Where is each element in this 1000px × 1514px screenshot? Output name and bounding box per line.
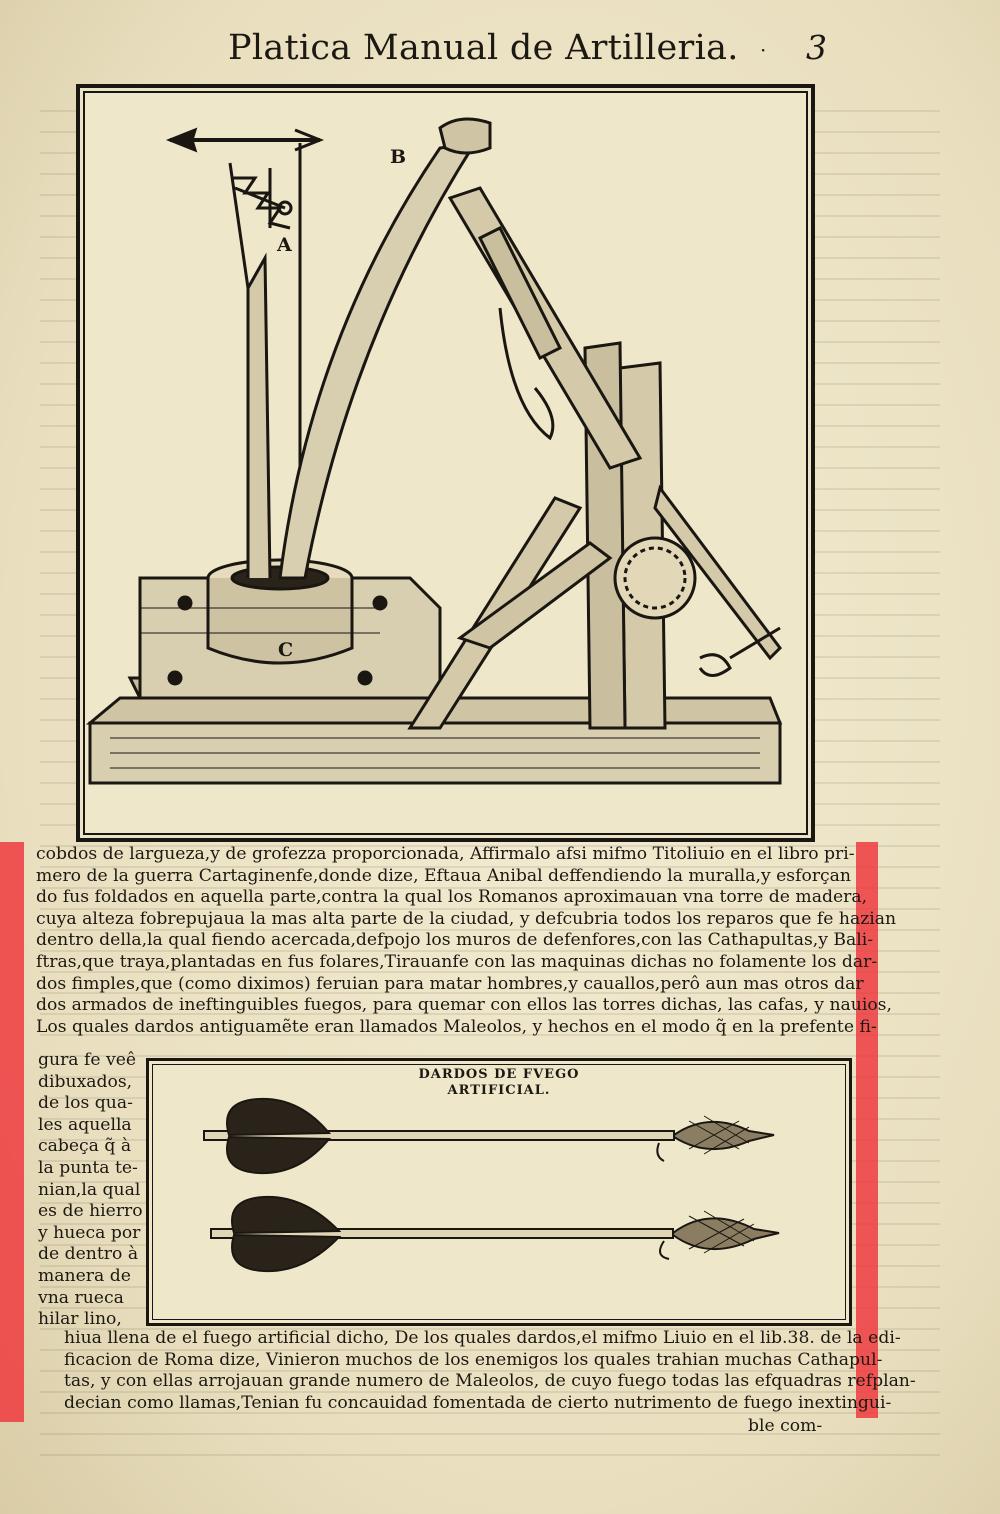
text-line: ficacion de Roma dize, Vinieron muchos de los enemigos los quales trahian muchas Cathapul- (64, 1349, 883, 1370)
side-text-column (38, 1050, 143, 1331)
figure-caption-line1: DARDOS DE FVEGO (418, 1067, 580, 1082)
fire-darts-woodcut (146, 1058, 852, 1326)
text-line: cabeça q̃ à (38, 1136, 132, 1157)
text-line: dos fimples,que (como diximos) feruian para matar hombres,y cauallos,perô aun mas otros dar (36, 973, 864, 994)
text-line: de los qua- (38, 1093, 133, 1114)
text-line: dibuxados, (38, 1071, 133, 1092)
ornament-mark: · (760, 38, 767, 62)
text-line: mero de la guerra Cartaginenfe,donde dize, Eftaua Anibal deffendiendo la muralla,y esforçan (36, 865, 851, 886)
text-line: es de hierro (38, 1201, 143, 1222)
text-line: do fus foldados en aquella parte,contra la qual los Romanos aproximauan vna torre de madera, (36, 887, 868, 908)
text-line: vna rueca (38, 1287, 124, 1308)
label-a: A (277, 234, 292, 256)
label-c: C (278, 639, 294, 661)
text-line: dos armados de ineftinguibles fuegos, para quemar con ellos las torres dichas, las cafas, y nauios, (36, 995, 892, 1016)
text-line: cuya alteza fobrepujaua la mas alta parte de la ciudad, y defcubria todos los reparos que fe hazian (36, 908, 897, 929)
text-line: dentro della,la qual fiendo acercada,defpojo los muros de defenfores,con las Cathapultas,y Bali- (36, 930, 874, 951)
paragraph-top (36, 844, 896, 1038)
text-line: ftras,que traya,plantadas en fus folares,Tirauanfe con las maquinas dichas no folamente los dar- (36, 951, 878, 972)
text-line: Los quales dardos antiguamẽte eran llamados Maleolos, y hechos en el modo q̃ en la prefente fi- (36, 1016, 877, 1037)
darts-illustration (149, 1061, 849, 1323)
text-line: les aquella (38, 1114, 132, 1135)
text-line: nian,la qual (38, 1179, 141, 1200)
text-line: la punta te- (38, 1157, 138, 1178)
text-line: manera de (38, 1265, 131, 1286)
text-line: gura fe veê (38, 1050, 137, 1070)
page-header (0, 28, 1000, 78)
paragraph-bottom (64, 1328, 916, 1414)
catapult-woodcut (76, 84, 815, 842)
text-line: hilar lino, (38, 1309, 122, 1330)
running-title: Platica Manual de Artilleria. (228, 28, 739, 68)
text-line: y hueca por (38, 1222, 141, 1243)
label-b: B (390, 146, 407, 168)
text-line: cobdos de largueza,y de grofezza proporcionada, Affirmalo afsi mifmo Titoliuio en el libro pri- (36, 844, 855, 864)
figure-caption-line2: ARTIFICIAL. (447, 1083, 551, 1098)
text-line: tas, y con ellas arrojauan grande numero de Maleolos, de cuyo fuego todas las efquadras refplan- (64, 1371, 916, 1392)
page-number: 3 (806, 28, 827, 67)
catapult-illustration (80, 88, 811, 838)
text-line: de dentro à (38, 1244, 139, 1265)
text-line: decian como llamas,Tenian fu concauidad fomentada de cierto nutrimento de fuego inextingui- (64, 1392, 892, 1413)
text-line: hiua llena de el fuego artificial dicho, De los quales dardos,el mifmo Liuio en el lib.38. de la edi- (64, 1328, 901, 1348)
red-margin-mark-left (0, 842, 24, 1422)
catchword: ble com- (748, 1416, 823, 1436)
